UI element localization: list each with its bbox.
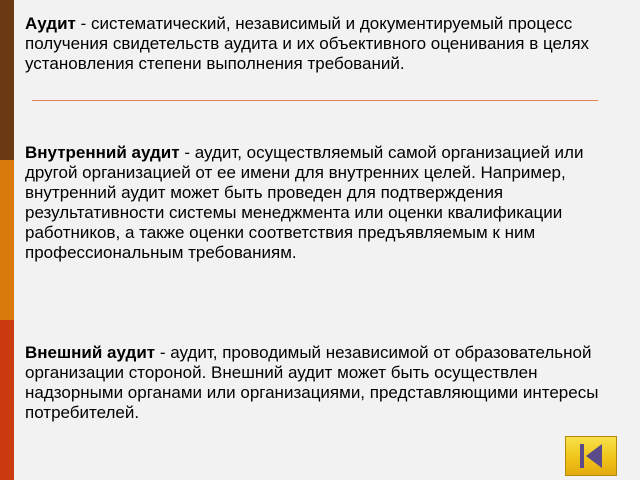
stripe-segment-bottom [0, 320, 14, 480]
definition-audit [25, 14, 630, 74]
definition-audit-text: - систематический, независимый и документируемый процесс получения свидетельств аудита и их объективного оценивания в целях установления степени выполнения требований. [25, 14, 590, 73]
term-audit: Аудит [25, 14, 76, 33]
definition-internal-audit-text: - аудит, осуществляемый самой организацией или другой организацией от ее имени для внутренних целей. Например, внутренний аудит может быть проведен для подтверждения результативности системы менеджмента или оценки квалификации работников, а также оценки соответствия предъявляемым к ним профессиональным требованиям. [25, 143, 584, 262]
stripe-segment-top [0, 0, 14, 160]
side-stripe [0, 0, 14, 480]
definition-external-audit [25, 343, 630, 423]
divider-line [32, 100, 598, 101]
definition-external-audit-text: - аудит, проводимый независимой от образовательной организации стороной. Внешний аудит может быть осуществлен надзорными органами или организациями, представляющими интересы потребителей. [25, 343, 599, 422]
first-slide-button[interactable] [565, 436, 617, 476]
definition-internal-audit [25, 143, 630, 263]
term-internal-audit: Внутренний аудит [25, 143, 180, 162]
go-to-first-slide-icon [566, 437, 616, 475]
stripe-segment-middle [0, 160, 14, 320]
term-external-audit: Внешний аудит [25, 343, 156, 362]
